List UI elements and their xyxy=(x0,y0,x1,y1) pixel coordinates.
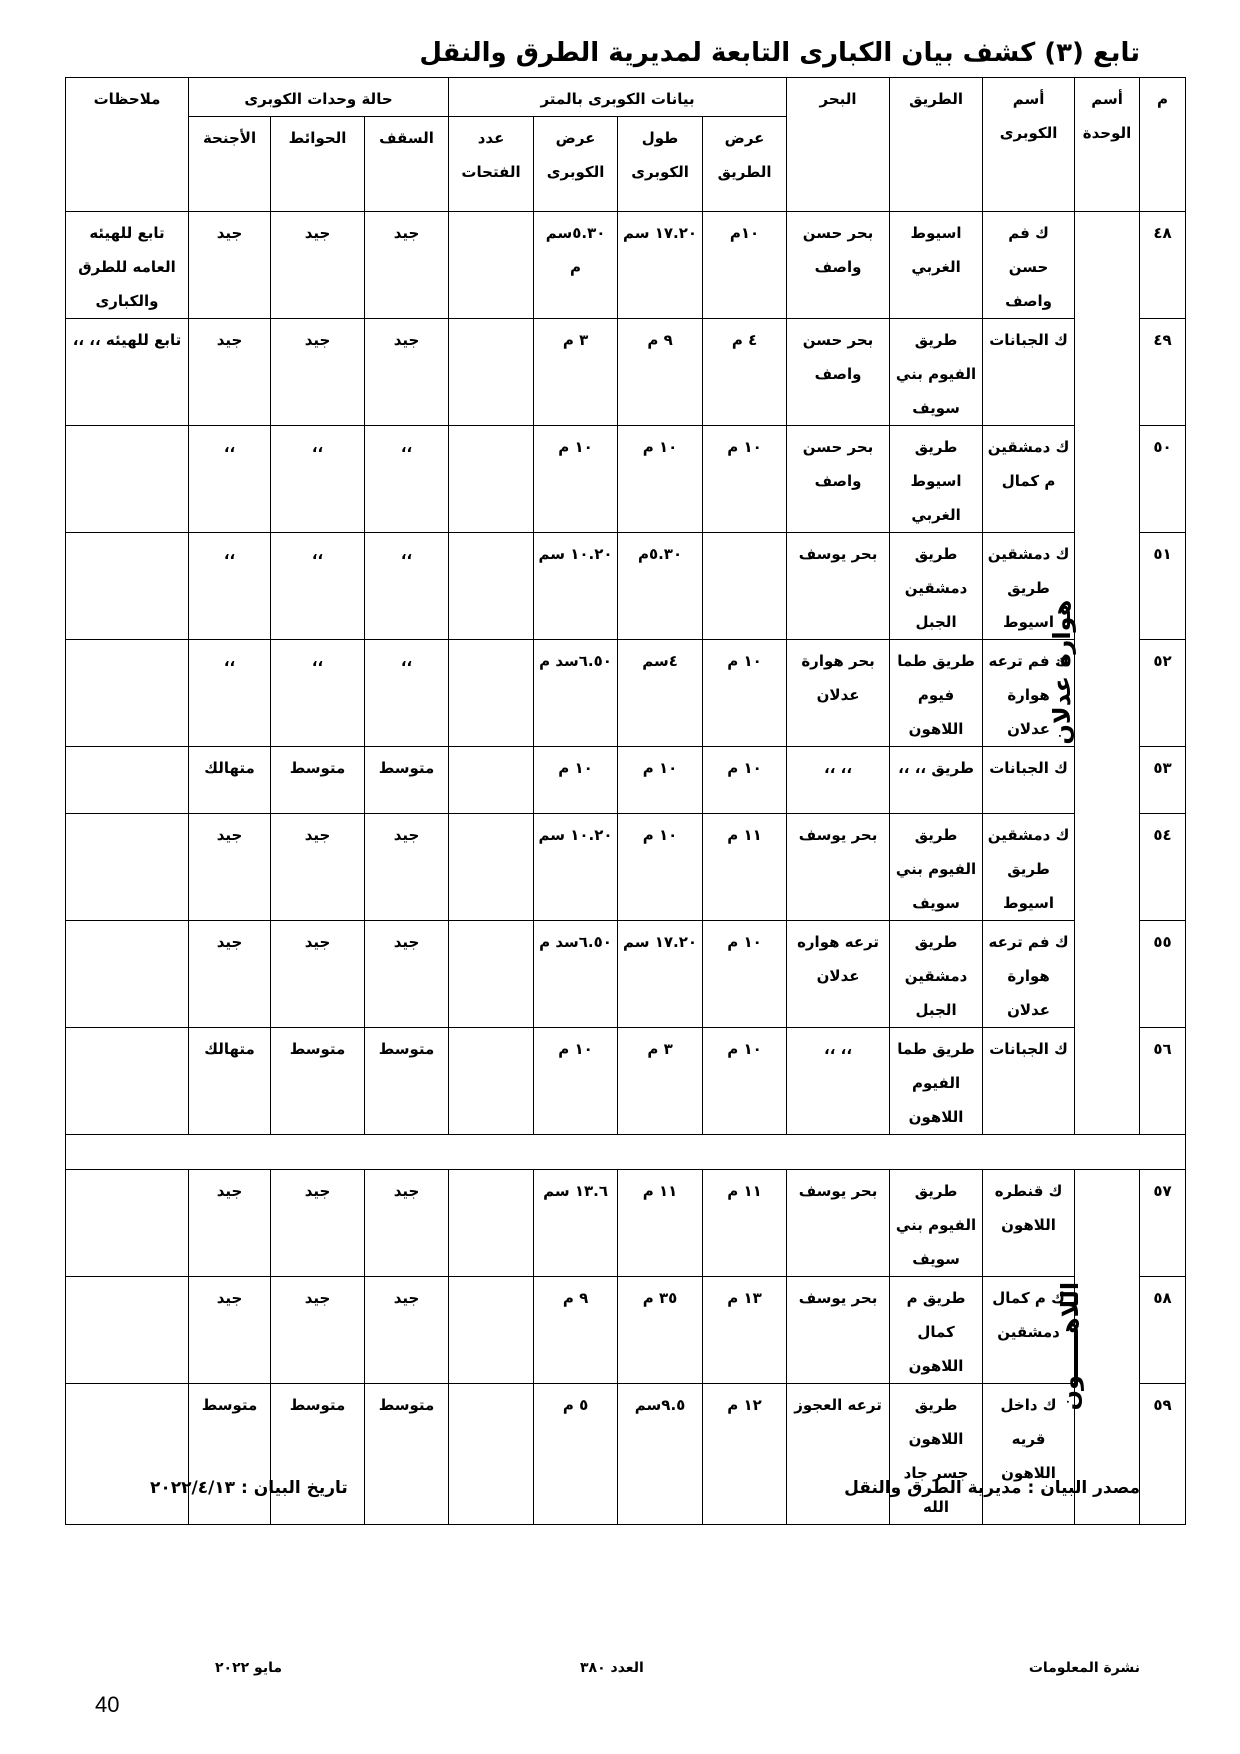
cell-road-width: ١٠ م xyxy=(703,640,787,747)
cell-wings: جيد xyxy=(189,921,271,1028)
cell-roof: متوسط xyxy=(365,1384,449,1525)
cell-openings xyxy=(449,921,534,1028)
cell-m: ٥٤ xyxy=(1140,814,1186,921)
cell-canal: بحر يوسف xyxy=(787,1277,890,1384)
cell-openings xyxy=(449,319,534,426)
cell-roof: جيد xyxy=(365,814,449,921)
cell-road-width: ١٢ م xyxy=(703,1384,787,1525)
cell-openings xyxy=(449,1277,534,1384)
header-openings: عدد الفتحات xyxy=(449,117,534,212)
table-row xyxy=(66,814,1186,921)
cell-road-width xyxy=(703,533,787,640)
cell-bridge-width: ٦.٥٠سد م xyxy=(534,640,618,747)
header-m: م xyxy=(1140,78,1186,212)
cell-m: ٥١ xyxy=(1140,533,1186,640)
cell-road-width: ١٠ م xyxy=(703,747,787,814)
cell-walls: جيد xyxy=(271,212,365,319)
cell-road: طريق طما فيوم اللاهون xyxy=(890,640,983,747)
cell-wings: جيد xyxy=(189,212,271,319)
cell-road-width: ١٠ م xyxy=(703,426,787,533)
cell-openings xyxy=(449,747,534,814)
cell-notes xyxy=(66,1170,189,1277)
issue-number: العدد ٣٨٠ xyxy=(580,1660,644,1676)
cell-bridge-width: ١٠.٢٠ سم xyxy=(534,533,618,640)
issue-month: مايو ٢٠٢٢ xyxy=(215,1660,283,1676)
cell-openings xyxy=(449,814,534,921)
cell-bridge-length: ١٧.٢٠ سم xyxy=(618,212,703,319)
cell-wings: متهالك xyxy=(189,747,271,814)
cell-canal: بحر حسن واصف xyxy=(787,319,890,426)
cell-canal: ترعه هواره عدلان xyxy=(787,921,890,1028)
cell-walls: جيد xyxy=(271,814,365,921)
cell-road: طريق دمشقين الجبل xyxy=(890,921,983,1028)
cell-roof: ،، xyxy=(365,533,449,640)
cell-notes xyxy=(66,1028,189,1135)
cell-bridge-length: ٩.٥سم xyxy=(618,1384,703,1525)
cell-walls: جيد xyxy=(271,1170,365,1277)
cell-m: ٥٣ xyxy=(1140,747,1186,814)
cell-bridge-length: ١٠ م xyxy=(618,747,703,814)
header-bridge-data-group: بيانات الكوبرى بالمتر xyxy=(449,78,787,117)
cell-openings xyxy=(449,1170,534,1277)
page-number: 40 xyxy=(95,1692,120,1717)
cell-walls: ،، xyxy=(271,640,365,747)
cell-bridge-length: ٣ م xyxy=(618,1028,703,1135)
cell-bridge-width: ١٠ م xyxy=(534,426,618,533)
cell-bridge-width: ٥.٣٠سم م xyxy=(534,212,618,319)
bridges-table-wrapper xyxy=(65,77,1185,1525)
header-walls: الحوائط xyxy=(271,117,365,212)
cell-bridge-length: ١٧.٢٠ سم xyxy=(618,921,703,1028)
cell-m: ٥٨ xyxy=(1140,1277,1186,1384)
data-source-note: مصدر البيان : مديرية الطرق والنقل xyxy=(844,1478,1140,1498)
spacer-cell xyxy=(66,1135,1186,1170)
table-row xyxy=(66,212,1186,319)
cell-road-width: ١٠ م xyxy=(703,921,787,1028)
cell-walls: جيد xyxy=(271,319,365,426)
cell-m: ٥٩ xyxy=(1140,1384,1186,1525)
cell-road-width: ١١ م xyxy=(703,814,787,921)
cell-road: اسيوط الغربي xyxy=(890,212,983,319)
cell-canal: بحر حسن واصف xyxy=(787,426,890,533)
header-wings: الأجنحة xyxy=(189,117,271,212)
cell-bridge-name: ك الجبانات xyxy=(983,319,1075,426)
cell-roof: متوسط xyxy=(365,747,449,814)
cell-notes: تابع للهيئه ،، ،، xyxy=(66,319,189,426)
cell-bridge-length: ٣٥ م xyxy=(618,1277,703,1384)
cell-openings xyxy=(449,1028,534,1135)
cell-roof: جيد xyxy=(365,921,449,1028)
cell-bridge-width: ١٠ م xyxy=(534,747,618,814)
cell-road: طريق طما الفيوم اللاهون xyxy=(890,1028,983,1135)
cell-canal: بحر يوسف xyxy=(787,814,890,921)
cell-m: ٥٧ xyxy=(1140,1170,1186,1277)
cell-m: ٥٠ xyxy=(1140,426,1186,533)
cell-bridge-name: ك دمشقين طريق اسيوط xyxy=(983,533,1075,640)
table-row xyxy=(66,921,1186,1028)
cell-bridge-name: ك م كمال دمشقين xyxy=(983,1277,1075,1384)
header-unit-name: أسم الوحدة xyxy=(1075,78,1140,212)
cell-m: ٤٩ xyxy=(1140,319,1186,426)
cell-notes xyxy=(66,426,189,533)
cell-road: طريق اللاهون جسر جاد الله xyxy=(890,1384,983,1525)
cell-walls: جيد xyxy=(271,921,365,1028)
header-roof: السقف xyxy=(365,117,449,212)
table-row xyxy=(66,747,1186,814)
cell-notes xyxy=(66,921,189,1028)
cell-roof: جيد xyxy=(365,319,449,426)
cell-road: طريق الفيوم بني سويف xyxy=(890,1170,983,1277)
cell-notes xyxy=(66,747,189,814)
table-row xyxy=(66,1028,1186,1135)
cell-bridge-name: ك الجبانات xyxy=(983,747,1075,814)
cell-bridge-length: ١٠ م xyxy=(618,814,703,921)
cell-bridge-name: ك دمشقين م كمال xyxy=(983,426,1075,533)
cell-openings xyxy=(449,1384,534,1525)
cell-wings: ،، xyxy=(189,426,271,533)
cell-canal: ،، ،، xyxy=(787,747,890,814)
cell-wings: جيد xyxy=(189,1277,271,1384)
cell-walls: جيد xyxy=(271,1277,365,1384)
publication-name: نشرة المعلومات xyxy=(1028,1660,1140,1676)
cell-notes xyxy=(66,1277,189,1384)
cell-road: طريق الفيوم بني سويف xyxy=(890,814,983,921)
table-row xyxy=(66,533,1186,640)
cell-m: ٥٥ xyxy=(1140,921,1186,1028)
header-road-width: عرض الطريق xyxy=(703,117,787,212)
cell-road: طريق دمشقين الجبل xyxy=(890,533,983,640)
cell-walls: ،، xyxy=(271,426,365,533)
unit-name-label: اللاهـــــون xyxy=(1056,1281,1085,1411)
cell-bridge-width: ١٠.٢٠ سم xyxy=(534,814,618,921)
header-canal: البحر xyxy=(787,78,890,212)
cell-openings xyxy=(449,212,534,319)
cell-notes xyxy=(66,1384,189,1525)
cell-canal: بحر يوسف xyxy=(787,533,890,640)
cell-openings xyxy=(449,426,534,533)
header-bridge-width: عرض الكوبرى xyxy=(534,117,618,212)
cell-wings: جيد xyxy=(189,814,271,921)
cell-wings: جيد xyxy=(189,319,271,426)
cell-bridge-name: ك الجبانات xyxy=(983,1028,1075,1135)
cell-bridge-name: ك داخل قريه اللاهون xyxy=(983,1384,1075,1525)
cell-road: طريق م كمال اللاهون xyxy=(890,1277,983,1384)
cell-canal: ،، ،، xyxy=(787,1028,890,1135)
cell-notes xyxy=(66,533,189,640)
table-row xyxy=(66,1277,1186,1384)
cell-bridge-width: ٦.٥٠سد م xyxy=(534,921,618,1028)
cell-road-width: ٤ م xyxy=(703,319,787,426)
header-bridge-length: طول الكوبرى xyxy=(618,117,703,212)
header-bridge-name: أسم الكوبرى xyxy=(983,78,1075,212)
cell-openings xyxy=(449,533,534,640)
cell-road: طريق ،، ،، xyxy=(890,747,983,814)
cell-bridge-length: ٩ م xyxy=(618,319,703,426)
cell-bridge-length: ١٠ م xyxy=(618,426,703,533)
cell-road: طريق الفيوم بني سويف xyxy=(890,319,983,426)
header-road: الطريق xyxy=(890,78,983,212)
cell-walls: ،، xyxy=(271,533,365,640)
cell-road-width: ١٠م xyxy=(703,212,787,319)
table-row xyxy=(66,1384,1186,1525)
cell-wings: متوسط xyxy=(189,1384,271,1525)
cell-canal: ترعه العجوز xyxy=(787,1384,890,1525)
cell-roof: ،، xyxy=(365,426,449,533)
table-row xyxy=(66,1170,1186,1277)
table-row xyxy=(66,426,1186,533)
cell-canal: بحر حسن واصف xyxy=(787,212,890,319)
data-date-note: تاريخ البيان : ٢٠٢٢/٤/١٣ xyxy=(150,1478,348,1498)
unit-cell-1 xyxy=(1048,212,1140,1135)
bridges-table xyxy=(65,77,1186,1525)
cell-notes xyxy=(66,814,189,921)
cell-walls: متوسط xyxy=(271,1384,365,1525)
cell-bridge-length: ٥.٣٠م xyxy=(618,533,703,640)
cell-m: ٥٢ xyxy=(1140,640,1186,747)
cell-roof: ،، xyxy=(365,640,449,747)
cell-road-width: ١٣ م xyxy=(703,1277,787,1384)
table-row xyxy=(66,640,1186,747)
cell-notes: تابع للهيئه العامه للطرق والكبارى xyxy=(66,212,189,319)
cell-roof: جيد xyxy=(365,212,449,319)
cell-bridge-length: ٤سم xyxy=(618,640,703,747)
header-condition-group: حالة وحدات الكوبرى xyxy=(189,78,449,117)
cell-wings: متهالك xyxy=(189,1028,271,1135)
cell-walls: متوسط xyxy=(271,747,365,814)
cell-bridge-name: ك دمشقين طريق اسيوط xyxy=(983,814,1075,921)
cell-road: طريق اسيوط الغربي xyxy=(890,426,983,533)
cell-wings: ،، xyxy=(189,533,271,640)
cell-bridge-width: ١٣.٦ سم xyxy=(534,1170,618,1277)
cell-roof: متوسط xyxy=(365,1028,449,1135)
cell-bridge-width: ٣ م xyxy=(534,319,618,426)
cell-wings: ،، xyxy=(189,640,271,747)
table-spacer-row xyxy=(66,1135,1186,1170)
cell-roof: جيد xyxy=(365,1170,449,1277)
cell-road-width: ١١ م xyxy=(703,1170,787,1277)
cell-road-width: ١٠ م xyxy=(703,1028,787,1135)
unit-cell-2 xyxy=(1056,1170,1140,1525)
cell-m: ٥٦ xyxy=(1140,1028,1186,1135)
cell-canal: بحر يوسف xyxy=(787,1170,890,1277)
cell-canal: بحر هوارة عدلان xyxy=(787,640,890,747)
cell-notes xyxy=(66,640,189,747)
cell-bridge-name: ك قنطره اللاهون xyxy=(983,1170,1075,1277)
cell-walls: متوسط xyxy=(271,1028,365,1135)
cell-wings: جيد xyxy=(189,1170,271,1277)
cell-m: ٤٨ xyxy=(1140,212,1186,319)
cell-roof: جيد xyxy=(365,1277,449,1384)
cell-bridge-name: ك فم ترعه هوارة عدلان xyxy=(983,640,1075,747)
unit-name-label: هوارة عدلان xyxy=(1048,599,1077,745)
cell-openings xyxy=(449,640,534,747)
header-notes: ملاحظات xyxy=(66,78,189,212)
cell-bridge-width: ٥ م xyxy=(534,1384,618,1525)
page-title: تابع (٣) كشف بيان الكبارى التابعة لمديرية الطرق والنقل xyxy=(419,38,1140,68)
cell-bridge-length: ١١ م xyxy=(618,1170,703,1277)
cell-bridge-width: ١٠ م xyxy=(534,1028,618,1135)
cell-bridge-width: ٩ م xyxy=(534,1277,618,1384)
table-row xyxy=(66,319,1186,426)
cell-bridge-name: ك فم حسن واصف xyxy=(983,212,1075,319)
cell-bridge-name: ك فم ترعه هوارة عدلان xyxy=(983,921,1075,1028)
